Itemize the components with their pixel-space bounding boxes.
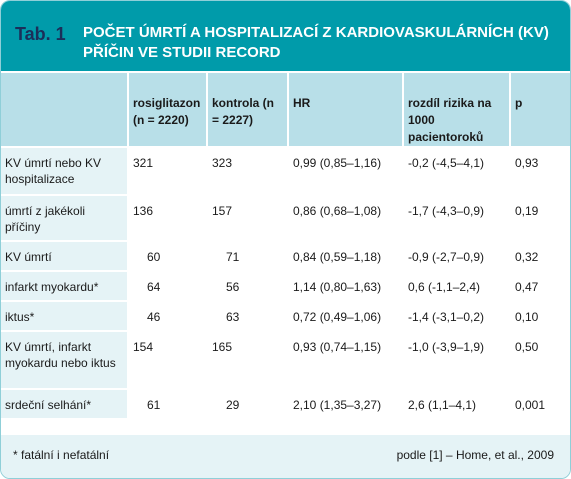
cell-rosiglitazon: 46 (128, 301, 207, 331)
cell-p: 0,93 (510, 147, 571, 195)
cell-risk: -1,0 (-3,9–1,9) (403, 331, 510, 389)
cell-p: 0,47 (510, 271, 571, 301)
cell-kontrola: 56 (207, 271, 288, 301)
cell-kontrola: 71 (207, 241, 288, 271)
cell-hr: 1,14 (0,80–1,63) (288, 271, 403, 301)
cell-rosiglitazon: 60 (128, 241, 207, 271)
cell-kontrola: 29 (207, 389, 288, 419)
column-header-hr: HR (288, 73, 403, 147)
row-label: KV úmrtí nebo KV hospitalizace (1, 147, 128, 195)
cell-p: 0,32 (510, 241, 571, 271)
column-header-risk: rozdíl rizika na 1000 pacientoroků (403, 73, 510, 147)
data-table-area (1, 73, 571, 420)
cell-rosiglitazon: 64 (128, 271, 207, 301)
table-row (1, 271, 571, 301)
cell-risk: -0,9 (-2,7–0,9) (403, 241, 510, 271)
table-row (1, 195, 571, 241)
column-header-rosiglitazon: rosiglitazon (n = 2220) (128, 73, 207, 147)
column-header-label (1, 73, 128, 147)
cell-hr: 2,10 (1,35–3,27) (288, 389, 403, 419)
table-row (1, 241, 571, 271)
table-footer (1, 433, 571, 479)
table-row (1, 389, 571, 419)
cell-kontrola: 157 (207, 195, 288, 241)
table-row (1, 301, 571, 331)
cell-p: 0,50 (510, 331, 571, 389)
source-citation: podle [1] – Home, et al., 2009 (396, 448, 554, 462)
cell-hr: 0,93 (0,74–1,15) (288, 331, 403, 389)
cell-rosiglitazon: 154 (128, 331, 207, 389)
cell-p: 0,001 (510, 389, 571, 419)
cell-rosiglitazon: 321 (128, 147, 207, 195)
cell-risk: 0,6 (-1,1–2,4) (403, 271, 510, 301)
cell-risk: -1,4 (-3,1–0,2) (403, 301, 510, 331)
cell-risk: -0,2 (-4,5–4,1) (403, 147, 510, 195)
table-row (1, 331, 571, 389)
cell-hr: 0,86 (0,68–1,08) (288, 195, 403, 241)
row-label: infarkt myokardu* (1, 271, 128, 301)
cell-kontrola: 63 (207, 301, 288, 331)
table-title: POČET ÚMRTÍ A HOSPITALIZACÍ Z KARDIOVASKULÁRNÍCH (KV) PŘÍČIN VE STUDII RECORD (83, 24, 549, 61)
table-row (1, 147, 571, 195)
footnote: * fatální i nefatální (13, 448, 110, 462)
cell-hr: 0,99 (0,85–1,16) (288, 147, 403, 195)
row-label: KV úmrtí, infarkt myokardu nebo iktus (1, 331, 128, 389)
cell-rosiglitazon: 136 (128, 195, 207, 241)
title-bar (1, 1, 571, 73)
row-label: KV úmrtí (1, 241, 128, 271)
cell-kontrola: 323 (207, 147, 288, 195)
column-header-kontrola: kontrola (n = 2227) (207, 73, 288, 147)
cell-kontrola: 165 (207, 331, 288, 389)
cell-risk: -1,7 (-4,3–0,9) (403, 195, 510, 241)
cell-hr: 0,72 (0,49–1,06) (288, 301, 403, 331)
row-label: srdeční selhání* (1, 389, 128, 419)
row-label: úmrtí z jakékoli příčiny (1, 195, 128, 241)
data-table (1, 73, 571, 420)
cell-hr: 0,84 (0,59–1,18) (288, 241, 403, 271)
table-number: Tab. 1 (15, 24, 66, 44)
cell-rosiglitazon: 61 (128, 389, 207, 419)
cell-p: 0,10 (510, 301, 571, 331)
cell-p: 0,19 (510, 195, 571, 241)
column-header-p: p (510, 73, 571, 147)
table-header-row (1, 73, 571, 147)
row-label: iktus* (1, 301, 128, 331)
cell-risk: 2,6 (1,1–4,1) (403, 389, 510, 419)
